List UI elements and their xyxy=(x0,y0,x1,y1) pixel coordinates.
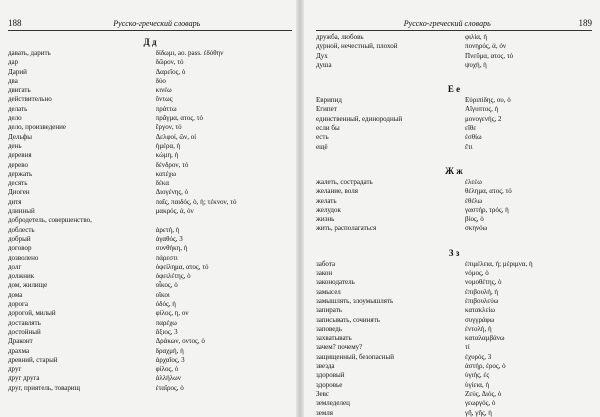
dictionary-entry xyxy=(8,216,292,225)
dictionary-entry xyxy=(8,309,292,318)
dictionary-entry xyxy=(8,254,292,263)
russian-term: закон xyxy=(316,269,333,278)
greek-translation: ἔργον, τό xyxy=(155,123,182,132)
dictionary-entry xyxy=(316,197,592,206)
dictionary-entry xyxy=(8,272,292,281)
dictionary-entry xyxy=(8,179,292,188)
russian-term: доставлять xyxy=(8,318,41,327)
greek-translation: Εὐριπίδης, ου, ὁ xyxy=(465,96,511,105)
russian-term: желудок xyxy=(316,205,341,214)
greek-translation: φίλος, ὁ xyxy=(155,365,179,374)
dictionary-entry xyxy=(316,105,592,114)
russian-term: замысел xyxy=(316,287,341,296)
greek-translation: οἶκος, ὁ xyxy=(155,281,178,290)
russian-term: дело, произведение xyxy=(8,123,66,132)
russian-term: драхма xyxy=(8,346,30,355)
russian-term: душа xyxy=(316,60,332,69)
dictionary-entry xyxy=(316,96,592,105)
dictionary-entry xyxy=(316,33,592,42)
greek-translation: ἐντολή, ἡ xyxy=(465,324,492,333)
russian-term: дорога xyxy=(8,300,29,309)
russian-term: здоровый xyxy=(316,371,345,380)
dictionary-entry xyxy=(8,170,292,179)
russian-term: доблесть xyxy=(8,225,35,234)
russian-term: записывать, сочинять xyxy=(316,315,380,324)
greek-translation: νόμος, ὁ xyxy=(465,269,489,278)
russian-term: дурной, нечестный, плохой xyxy=(316,42,398,51)
page-number: 189 xyxy=(578,18,592,28)
greek-translation: ἡμέρα, ἡ xyxy=(155,141,181,150)
header-rule xyxy=(8,30,292,31)
russian-term: Египет xyxy=(316,105,337,114)
dictionary-entry xyxy=(8,319,292,328)
dictionary-entry xyxy=(8,105,292,114)
greek-translation: ἀλλήλων xyxy=(155,374,181,383)
greek-translation: ὀφειλέτης, ὁ xyxy=(155,272,191,281)
russian-term: долг xyxy=(8,262,22,271)
russian-term: Зевс xyxy=(316,389,329,398)
greek-translation: δῶρον, τό xyxy=(155,58,184,67)
russian-term: договор xyxy=(8,244,32,253)
dictionary-entry xyxy=(316,143,592,152)
dictionary-entry xyxy=(8,198,292,207)
dictionary-entry xyxy=(316,371,592,380)
section-gap xyxy=(316,70,592,80)
greek-translation: τί xyxy=(465,343,470,352)
russian-term: друг, приятель, товарищ xyxy=(8,383,81,392)
russian-term: заповедь xyxy=(316,324,343,333)
dictionary-entry xyxy=(8,244,292,253)
greek-translation: ἐλεέω xyxy=(465,177,482,186)
russian-term: Дарий xyxy=(8,67,27,76)
russian-term: зачем? почему? xyxy=(316,343,363,352)
russian-term: делать xyxy=(8,104,28,113)
dictionary-entry xyxy=(316,381,592,390)
greek-translation: φιλία, ἡ xyxy=(465,33,488,41)
letter-heading: Е е xyxy=(447,84,461,95)
dictionary-entry xyxy=(316,278,592,287)
russian-term: земля xyxy=(316,408,334,417)
greek-translation: πρᾶγμα, ατος, τό xyxy=(155,114,203,123)
russian-term: Дельфы xyxy=(8,132,32,141)
dictionary-entry xyxy=(8,86,292,95)
greek-translation: μακρός, ά, όν xyxy=(155,207,194,216)
greek-translation: ἀρχαῖος, 3 xyxy=(155,355,185,364)
russian-term: Драконт xyxy=(8,337,33,346)
dictionary-entry xyxy=(8,365,292,374)
greek-translation: Δελφοί, ῶν, οἱ xyxy=(155,132,197,141)
russian-term: Дух xyxy=(316,51,328,60)
section-gap xyxy=(316,152,592,162)
greek-translation: σκηνόω xyxy=(465,224,488,233)
letter-heading: З з xyxy=(448,247,460,258)
russian-term: двигать xyxy=(8,86,31,95)
greek-translation: ἔτι xyxy=(465,142,473,151)
russian-term: друг друга xyxy=(8,374,40,383)
dictionary-entry xyxy=(316,178,592,187)
dictionary-entry xyxy=(316,260,592,269)
russian-term: жить, располагаться xyxy=(316,224,377,233)
dictionary-entry xyxy=(8,281,292,290)
dictionary-entry xyxy=(316,316,592,325)
dictionary-entry xyxy=(316,362,592,371)
dictionary-entry xyxy=(316,115,592,124)
russian-term: запирать xyxy=(316,306,342,315)
greek-translation: θέλημα, ατος, τό xyxy=(465,187,512,196)
dictionary-entry xyxy=(8,58,292,67)
russian-term: достойный xyxy=(8,327,41,336)
greek-translation: Ζεύς, Διός, ὁ xyxy=(465,389,502,398)
greek-translation: δίδωμι, ao. pass. ἐδόθην xyxy=(155,49,224,57)
greek-translation: φίλος, η, ον xyxy=(155,309,189,318)
greek-translation: ἐσθίω xyxy=(465,133,482,142)
russian-term: деревня xyxy=(8,151,32,160)
greek-translation: γεωργός, ὁ xyxy=(465,399,496,408)
russian-term: захватывать xyxy=(316,334,352,343)
dictionary-entry xyxy=(8,68,292,77)
dictionary-entry xyxy=(316,399,592,408)
greek-translation: ἐπιβουλεύω xyxy=(465,296,499,305)
dictionary-entry xyxy=(8,263,292,272)
dictionary-entry xyxy=(316,390,592,399)
dictionary-entry xyxy=(316,42,592,51)
header-rule xyxy=(316,30,592,31)
greek-translation: ὀφείλημα, ατος, τό xyxy=(155,262,209,271)
russian-term: есть xyxy=(316,133,329,142)
greek-translation: συγγράφω xyxy=(465,315,495,324)
dictionary-entry xyxy=(8,133,292,142)
greek-translation: ἐπιβουλή, ἡ xyxy=(465,287,499,296)
greek-translation xyxy=(156,216,292,225)
russian-term: жизнь xyxy=(316,215,335,224)
greek-translation: παρέχω xyxy=(155,318,177,327)
russian-term: забота xyxy=(316,259,336,268)
greek-translation: Πνεῦμα, ατος, τό xyxy=(465,51,514,60)
greek-translation: ὁδός, ἡ xyxy=(155,300,176,309)
russian-term: ещё xyxy=(316,142,328,151)
greek-translation: κατακλείω xyxy=(465,306,495,315)
dictionary-entry xyxy=(8,347,292,356)
dictionary-entry xyxy=(8,114,292,123)
dictionary-entry xyxy=(316,269,592,278)
dictionary-entry xyxy=(316,215,592,224)
section-gap xyxy=(316,234,592,244)
greek-translation: μονογενής, 2 xyxy=(465,114,502,123)
greek-translation: πράττω xyxy=(155,104,177,113)
dictionary-entry xyxy=(316,353,592,362)
greek-translation: δραχμή, ἡ xyxy=(155,346,184,355)
greek-translation: κατέχω xyxy=(155,169,177,178)
russian-term: звезда xyxy=(316,362,335,371)
greek-translation: πάρεστι xyxy=(155,253,178,262)
russian-term: давать, дарить xyxy=(8,49,51,57)
greek-translation: βίος, ὁ xyxy=(465,215,484,224)
russian-term: древний, старый xyxy=(8,355,58,364)
russian-term: защищенный, безопасный xyxy=(316,352,394,361)
russian-term: дитя xyxy=(8,197,22,206)
greek-translation: ἄξιος, 3 xyxy=(155,327,178,336)
russian-term: если бы xyxy=(316,124,340,133)
russian-term: дома xyxy=(8,290,23,299)
dictionary-entry xyxy=(316,224,592,233)
russian-term: добрый xyxy=(8,234,31,243)
greek-translation: ψυχή, ἡ xyxy=(465,60,487,69)
russian-term: желание, воля xyxy=(316,187,358,196)
russian-term: дерево xyxy=(8,160,29,169)
greek-translation: γῆ, γῆς, ἡ xyxy=(465,408,492,417)
dictionary-entry xyxy=(316,52,592,61)
greek-translation: ἐπιμέλεια, ἡ; μέριμνα, ἡ xyxy=(465,259,533,268)
greek-translation: ἑταῖρος, ὁ xyxy=(155,383,184,392)
greek-translation: δύο xyxy=(155,76,166,85)
running-head-left xyxy=(8,17,292,29)
greek-translation: παῖς, παιδός, ὁ, ἡ; τέκνον, τό xyxy=(155,197,237,206)
dictionary-entry xyxy=(316,297,592,306)
russian-term: единственный, единородный xyxy=(316,114,403,123)
dictionary-entry xyxy=(8,161,292,170)
dictionary-entry xyxy=(8,374,292,383)
dictionary-entry xyxy=(316,288,592,297)
dictionary-entry xyxy=(8,235,292,244)
greek-translation: δέκα xyxy=(155,179,170,188)
greek-translation: Δαρεῖος, ὁ xyxy=(155,67,186,76)
greek-translation: ἐχυρός, 3 xyxy=(465,352,492,361)
dictionary-entry xyxy=(8,328,292,337)
dictionary-entry xyxy=(8,291,292,300)
dictionary-entry xyxy=(8,151,292,160)
letter-heading: Д д xyxy=(143,37,157,47)
russian-term: земледелец xyxy=(316,399,350,408)
dictionary-entry xyxy=(8,95,292,104)
greek-translation: πονηρός, ά, όν xyxy=(465,42,506,51)
greek-translation: ἐθέλω xyxy=(465,196,483,205)
letter-heading: Ж ж xyxy=(445,165,463,176)
greek-translation: κώμη, ἡ xyxy=(155,151,179,160)
running-head-title: Русско-греческий словарь xyxy=(403,18,491,28)
page-number: 188 xyxy=(8,18,22,28)
greek-translation: Διογένης, ὁ xyxy=(155,188,189,197)
greek-translation: Αἴγυπτος, ἡ xyxy=(465,105,499,114)
russian-term: дом, жилище xyxy=(8,281,48,290)
dictionary-entry xyxy=(8,226,292,235)
dictionary-entry xyxy=(8,77,292,86)
russian-term: Диоген xyxy=(8,188,30,197)
russian-term: замышлять, злоумышлять xyxy=(316,296,394,305)
dictionary-entry xyxy=(316,306,592,315)
russian-term: дружба, любовь xyxy=(316,33,364,41)
russian-term: дорогой, милый xyxy=(8,309,56,318)
greek-translation: γαστήρ, τρός, ἡ xyxy=(465,205,509,214)
russian-term: держать xyxy=(8,169,33,178)
greek-translation: ἀρετή, ἡ xyxy=(155,225,180,234)
dictionary-entry xyxy=(316,325,592,334)
russian-term: желать xyxy=(316,196,337,205)
dictionary-entry xyxy=(316,61,592,70)
russian-term: здоровье xyxy=(316,380,343,389)
russian-term: добродетель, совершенство, xyxy=(8,216,92,225)
russian-term: Еврипид xyxy=(316,96,342,105)
russian-term: друг xyxy=(8,365,22,374)
greek-translation: νομοθέτης, ὁ xyxy=(465,278,502,287)
russian-term: длинный xyxy=(8,207,35,216)
dictionary-entry xyxy=(8,49,292,58)
greek-translation: συνθήκη, ἡ xyxy=(155,244,188,253)
russian-term: действительно xyxy=(8,95,52,104)
russian-term: два xyxy=(8,76,18,85)
greek-translation: δένδρον, τό xyxy=(155,160,189,169)
dictionary-entry xyxy=(316,187,592,196)
russian-term: день xyxy=(8,141,22,150)
dictionary-entry xyxy=(316,124,592,133)
greek-translation: κινέω xyxy=(155,86,172,95)
greek-translation: οἴκοι xyxy=(155,290,170,299)
running-head-right xyxy=(316,17,592,29)
greek-translation: καταλαμβάνω xyxy=(465,334,505,343)
dictionary-entry xyxy=(316,409,592,417)
dictionary-entry xyxy=(8,337,292,346)
russian-term: десять xyxy=(8,179,28,188)
russian-term: дар xyxy=(8,58,19,67)
dictionary-entry xyxy=(316,334,592,343)
dictionary-column-left xyxy=(8,33,292,393)
dictionary-entry xyxy=(316,133,592,142)
russian-term: должник xyxy=(8,272,35,281)
russian-term: жалеть, сострадать xyxy=(316,177,373,186)
running-head-title: Русско-греческий словарь xyxy=(113,18,201,28)
greek-translation: ὄντως xyxy=(155,95,173,104)
page-right xyxy=(300,0,600,417)
dictionary-entry xyxy=(8,188,292,197)
dictionary-entry xyxy=(316,206,592,215)
russian-term: дозволено xyxy=(8,253,39,262)
russian-term: законодатель xyxy=(316,278,355,287)
dictionary-entry xyxy=(8,384,292,393)
dictionary-entry xyxy=(8,300,292,309)
russian-term: дело xyxy=(8,114,22,123)
greek-translation: Δράκων, οντος, ὁ xyxy=(155,337,205,346)
dictionary-entry xyxy=(8,142,292,151)
greek-translation: εἴθε xyxy=(465,124,477,133)
dictionary-entry xyxy=(8,123,292,132)
greek-translation: ὑγιής, ές xyxy=(465,371,490,380)
greek-translation: ἀγαθός, 3 xyxy=(155,234,183,243)
greek-translation: ἀστήρ, έρος, ὁ xyxy=(465,362,506,371)
greek-translation: ὑγίεια, ἡ xyxy=(465,380,490,389)
dictionary-entry xyxy=(8,356,292,365)
dictionary-column-right xyxy=(316,33,592,417)
dictionary-entry xyxy=(8,207,292,216)
dictionary-entry xyxy=(316,343,592,352)
